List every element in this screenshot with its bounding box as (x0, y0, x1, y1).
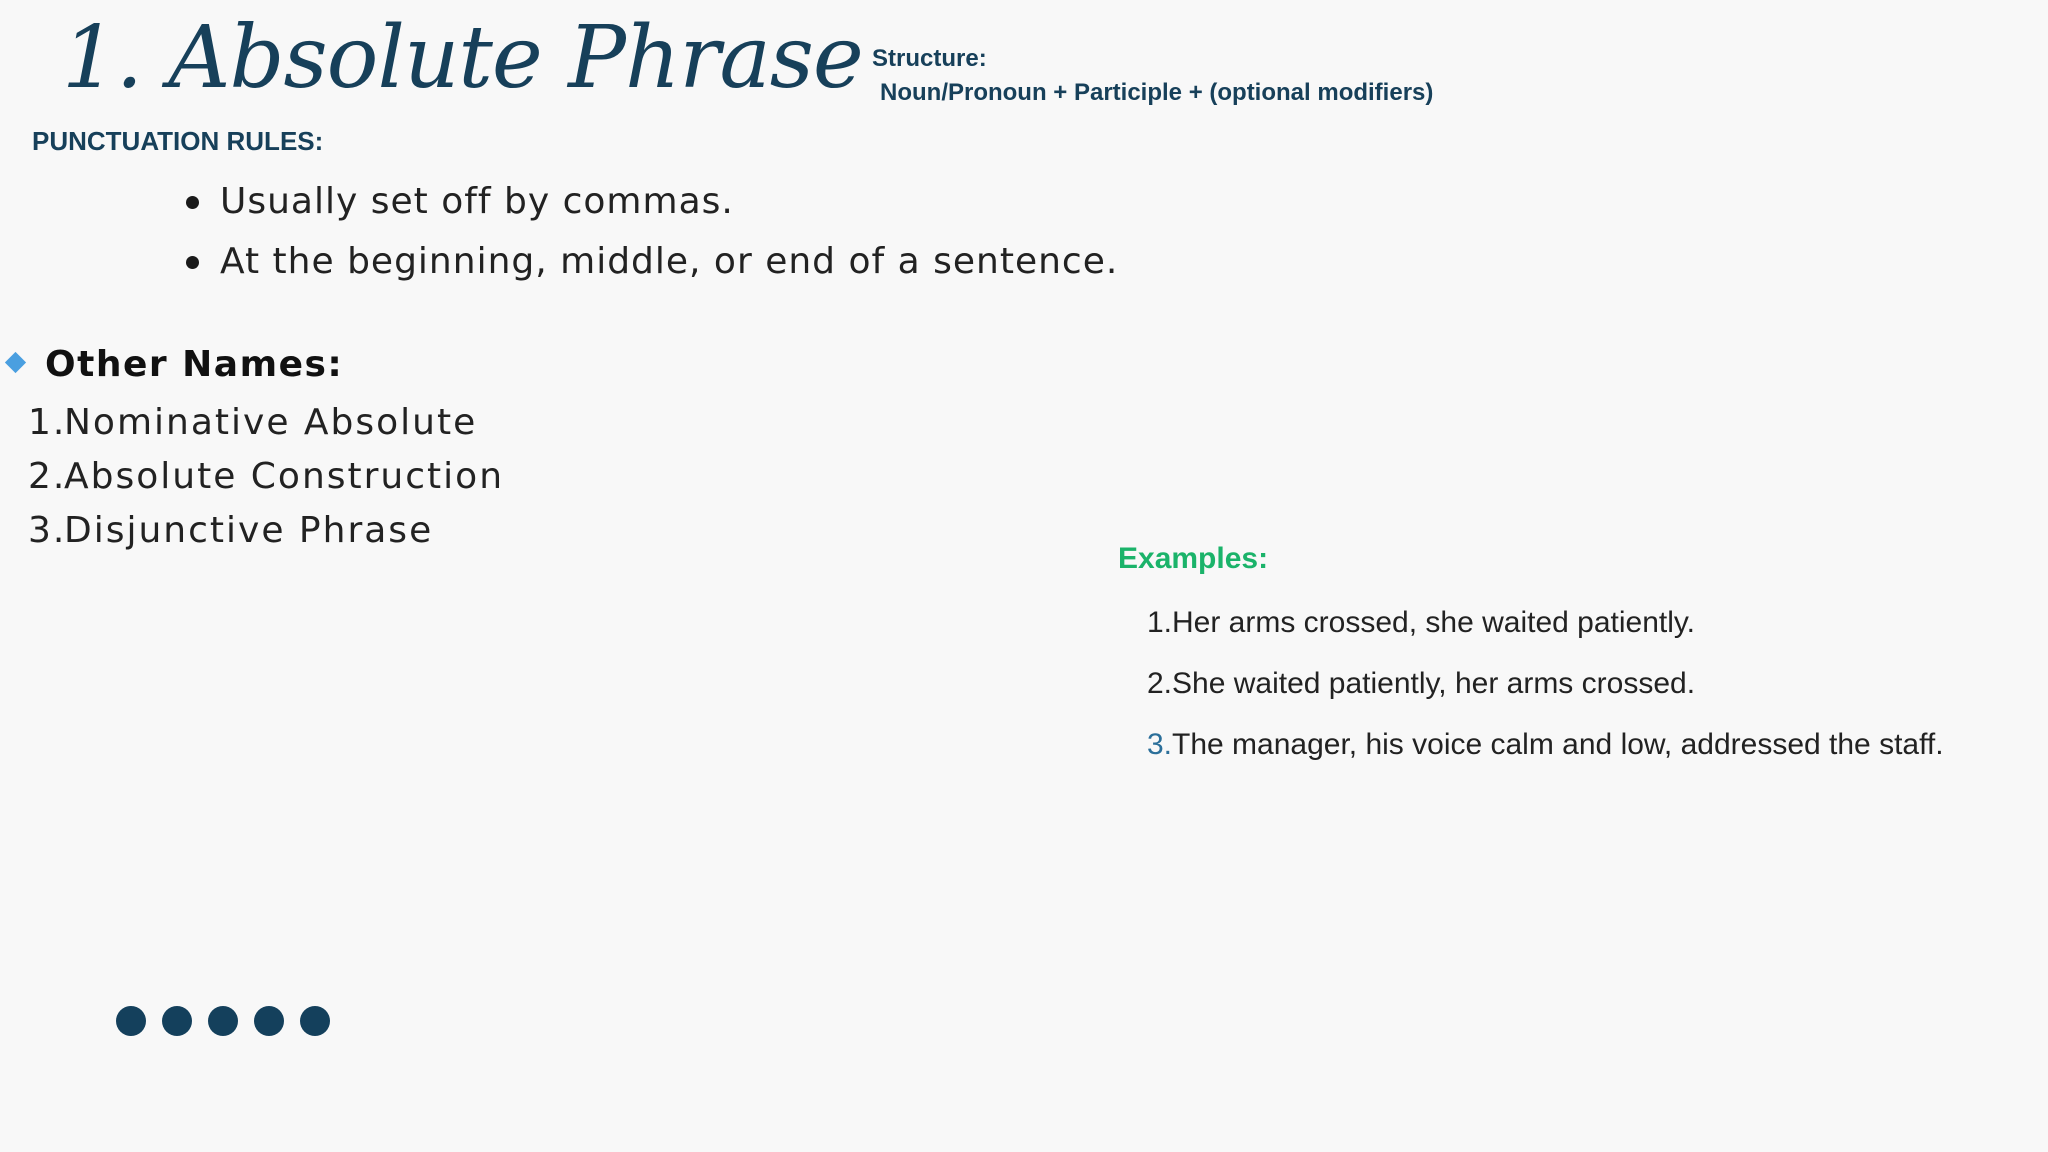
dot-icon (116, 1006, 146, 1036)
example-number: 3. (1146, 728, 1172, 761)
rule-text: At the beginning, middle, or end of a sentence. (220, 241, 1119, 282)
dot-icon (162, 1006, 192, 1036)
structure-block (872, 42, 1433, 110)
punctuation-rules-list (186, 176, 1118, 296)
punctuation-heading: PUNCTUATION RULES: (32, 126, 324, 156)
diamond-icon (5, 352, 26, 373)
example-number: 1. (1146, 606, 1172, 639)
decorative-dots (116, 1006, 330, 1036)
list-text: Nominative Absolute (64, 402, 478, 443)
bullet-icon (186, 196, 199, 209)
example-text: She waited patiently, her arms crossed. (1172, 667, 1696, 700)
other-names-heading (8, 344, 343, 385)
list-item (28, 450, 504, 504)
list-item (28, 504, 504, 558)
other-names-list (28, 396, 504, 558)
examples-heading: Examples: (1118, 542, 1269, 575)
rule-text: Usually set off by commas. (220, 181, 734, 222)
list-item (28, 396, 504, 450)
example-text: Her arms crossed, she waited patiently. (1172, 606, 1695, 639)
list-number: 3. (28, 510, 67, 551)
example-number: 2. (1146, 667, 1172, 700)
dot-icon (300, 1006, 330, 1036)
structure-label: Structure: (872, 45, 987, 72)
dot-icon (208, 1006, 238, 1036)
rule-item (186, 236, 1118, 296)
rule-item (186, 176, 1118, 236)
structure-formula: Noun/Pronoun + Participle + (optional modifiers) (880, 79, 1434, 106)
slide-title: 1. Absolute Phrase (62, 8, 863, 108)
list-text: Disjunctive Phrase (64, 510, 434, 551)
example-text: The manager, his voice calm and low, addressed the staff. (1172, 728, 1944, 761)
list-text: Absolute Construction (64, 456, 505, 497)
example-item (1130, 653, 1944, 714)
list-number: 1. (28, 402, 67, 443)
examples-list (1130, 592, 1944, 775)
bullet-icon (186, 256, 199, 269)
other-names-label: Other Names: (45, 344, 344, 385)
list-number: 2. (28, 456, 67, 497)
example-item (1130, 714, 1944, 775)
example-item (1130, 592, 1944, 653)
dot-icon (254, 1006, 284, 1036)
